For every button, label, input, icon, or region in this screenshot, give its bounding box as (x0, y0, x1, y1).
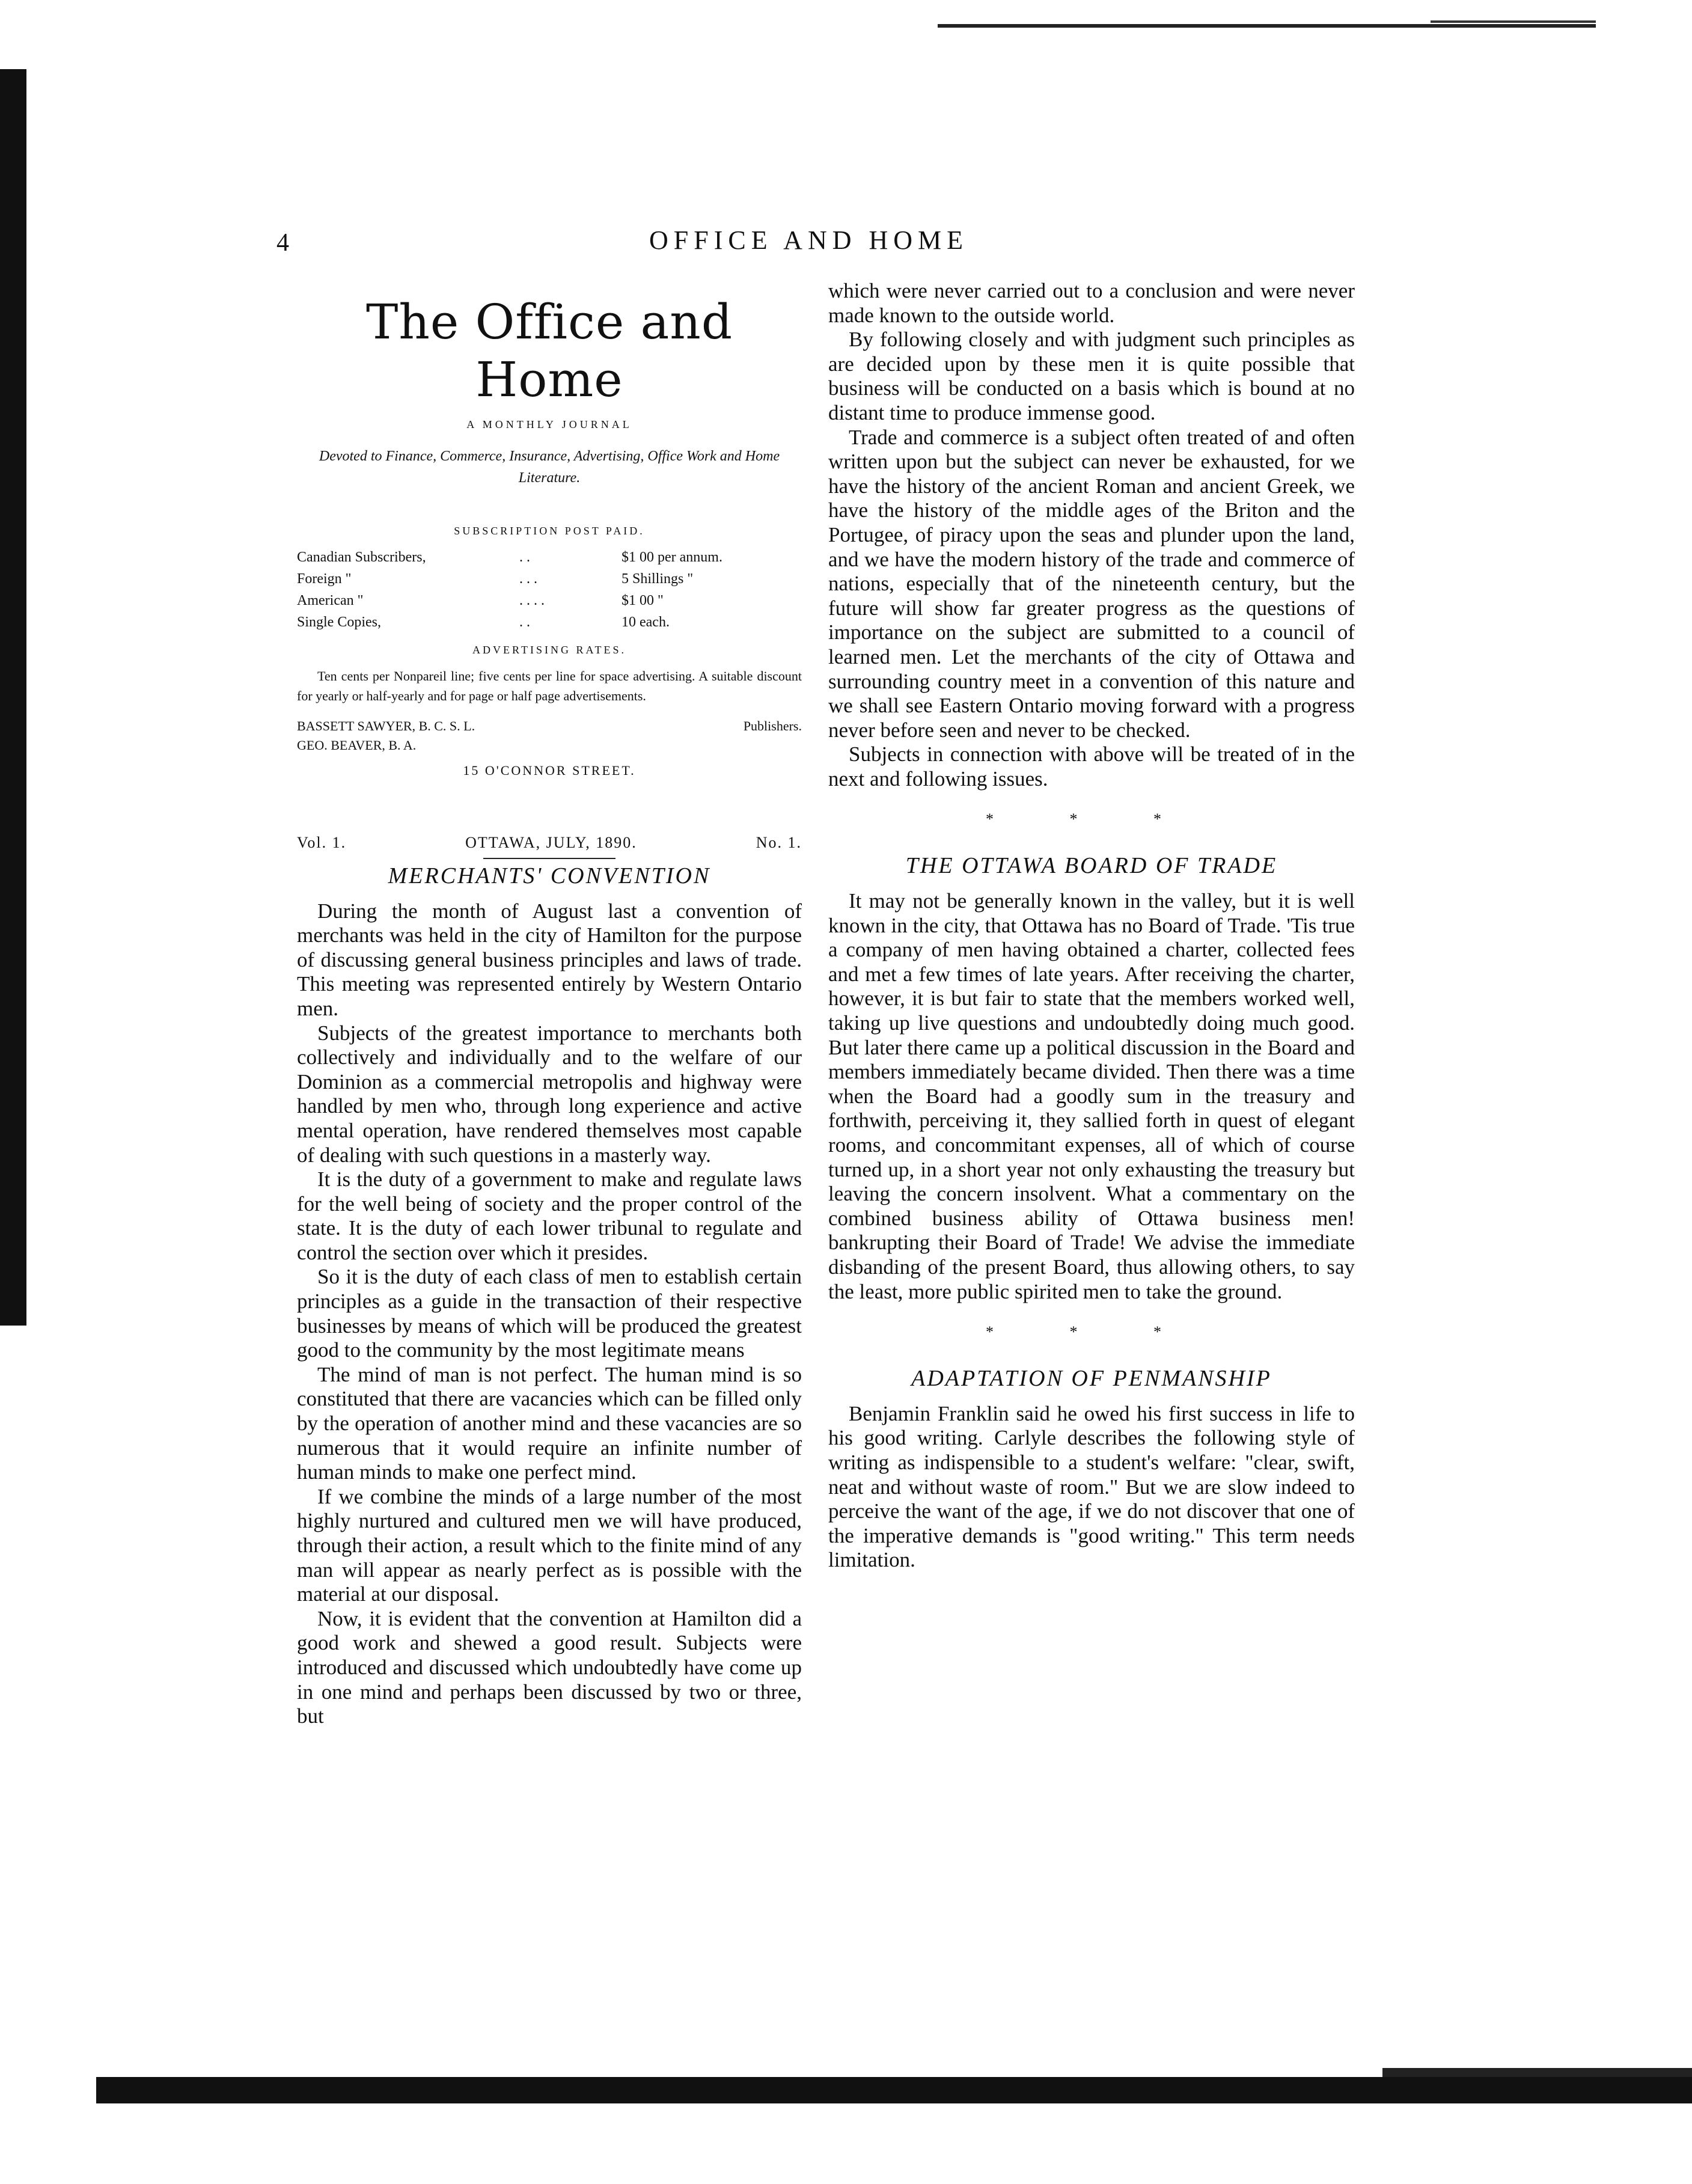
rate-leader: . . . . (519, 593, 545, 609)
paragraph: By following closely and with judgment such principles as are decided upon by these men it is quite possible that business will be conducted on a basis which is bound at no distant time to produce immense good. (828, 328, 1355, 424)
rate-price: $1 00 per annum. (622, 549, 722, 566)
page-number: 4 (276, 229, 289, 257)
paragraph: Trade and commerce is a subject often treated of and often written upon but the subject can never be exhausted, for we have the history of the ancient Roman and ancient Greek, we have the history of the middle ages of the Briton and the Portugee, of piracy upon the seas and plunder upon the land, and we have the modern history of the trade and commerce of nations, especially that of the nineteenth century, but the future will show far greater progress as the questions of importance on the subject are submitted to a council of learned men. Let the merchants of the city of Ottawa and surrounding country meet in a convention of this nature and we shall see Eastern Ontario moving forward with a progress never before seen and never to be checked. (828, 425, 1355, 742)
article-title-board-of-trade: THE OTTAWA BOARD OF TRADE (905, 853, 1278, 879)
paragraph: If we combine the minds of a large number of the most highly nurtured and cultured men we will have produced, through their action, a result which to the finite mind of any man will appear as nearly perfect as is possible with the material at our disposal. (297, 1484, 802, 1606)
rate-label: Canadian Subscribers, (297, 549, 426, 566)
paragraph: Benjamin Franklin said he owed his first success in life to his good writing. Carlyle describes the following style of writing as indispensible to a student's welfare: "clear, swift, neat and without waste of room." But we are slow indeed to perceive the want of the age, if we do not discover that one of the imperative demands is "good writing." This term needs limitation. (828, 1401, 1355, 1572)
paragraph: It is the duty of a government to make and regulate laws for the well being of society and the proper control of the state. It is the duty of each lower tribunal to regulate and control the section over which it presides. (297, 1167, 802, 1264)
paragraph: It may not be generally known in the valley, but it is well known in the city, that Ottawa has no Board of Trade. 'Tis true a company of men having obtained a charter, collected fees and met a few times of late years. After receiving the charter, however, it is but fair to state that the members worked well, taking up live questions and undoubtedly doing much good. But later there came up a political discussion in the Board and members immediately became divided. Then there was a time when the Board had a goodly sum in the treasury and forthwith, perceiving it, they sallied forth in quest of elegant rooms, and concommitant expenses, all of which of course turned up, in a short year not only exhausting the treasury but leaving the concern insolvent. What a commentary on the combined business ability of Ottawa business men! bankrupting their Board of Trade! We advise the immediate disbanding of the present Board, thus allowing others, to say the least, more public spirited men to take the ground. (828, 889, 1355, 1303)
right-column (828, 279, 1355, 1573)
masthead-subtitle: A MONTHLY JOURNAL (466, 418, 632, 430)
rate-row (297, 590, 802, 611)
advertising-text: Ten cents per Nonpareil line; five cents per line for space advertising. A suitable discount for yearly or half-yearly and for page or half page advertisements. (297, 668, 802, 703)
paragraph: Subjects in connection with above will be treated of in the next and following issues. (828, 742, 1355, 791)
rate-price: $1 00 " (622, 593, 664, 609)
rate-leader: . . . (519, 571, 537, 587)
article-title-merchants: MERCHANTS' CONVENTION (388, 863, 711, 889)
masthead-title: The Office and Home (365, 294, 733, 408)
publisher-row (297, 717, 802, 736)
rate-row (297, 611, 802, 633)
paragraph-continued: which were never carried out to a conclusion and were never made known to the outside world. (828, 279, 1355, 327)
paragraph: Now, it is evident that the convention at Hamilton did a good work and shewed a good result. Subjects were introduced and discussed which undoubtedly have come up in one mind and perhaps been discussed by two or three, but (297, 1606, 802, 1728)
paragraph: During the month of August last a convention of merchants was held in the city of Hamilton for the purpose of discussing general business principles and laws of trade. This meeting was represented entirely by Western Ontario men. (297, 899, 802, 1020)
paragraph: The mind of man is not perfect. The human mind is so constituted that there are vacancies which can be filled only by the operation of another mind and these vacancies are so numerous that it would require an infinite number of human minds to make one perfect mind. (297, 1362, 802, 1484)
rate-label: American " (297, 593, 364, 609)
dateline-rule (483, 858, 615, 859)
place-date: OTTAWA, JULY, 1890. (465, 834, 637, 852)
scan-bottom-rule-2 (1382, 2068, 1692, 2078)
paragraph: Subjects of the greatest importance to merchants both collectively and individually and to the welfare of our Dominion as a commercial metropolis and highway were handled by men who, through long experience and active mental operation, have rendered themselves most capable of dealing with such questions in a masterly way. (297, 1021, 802, 1167)
volume-label: Vol. 1. (297, 834, 347, 852)
scan-bottom-rule (96, 2077, 1692, 2103)
rate-price: 5 Shillings " (622, 571, 694, 587)
section-separator: * * * (986, 810, 1197, 828)
section-separator: * * * (986, 1323, 1197, 1341)
issue-number: No. 1. (756, 834, 802, 852)
article-title-penmanship: ADAPTATION OF PENMANSHIP (911, 1366, 1272, 1392)
subscription-heading: SUBSCRIPTION POST PAID. (454, 524, 645, 537)
publisher-name: BASSETT SAWYER, B. C. S. L. (297, 718, 475, 733)
scan-top-rule (938, 24, 1596, 28)
scan-edge-shadow (0, 69, 26, 1326)
rate-leader: . . (519, 614, 530, 631)
rate-label: Foreign " (297, 571, 352, 587)
rate-label: Single Copies, (297, 614, 382, 631)
rate-row (297, 546, 802, 568)
running-head: OFFICE AND HOME (649, 225, 969, 255)
publisher-address: 15 O'CONNOR STREET. (463, 762, 636, 778)
publisher-name: GEO. BEAVER, B. A. (297, 737, 417, 753)
publisher-row (297, 736, 802, 755)
left-column (297, 279, 802, 1729)
advertising-heading: ADVERTISING RATES. (472, 644, 626, 656)
masthead-devoted-line: Devoted to Finance, Commerce, Insurance, Advertising, Office Work and Home Literature. (319, 448, 780, 486)
paragraph: So it is the duty of each class of men to establish certain principles as a guide in the transaction of their respective businesses by means of which will be produced the greatest good to the community by the most legitimate means (297, 1265, 802, 1362)
scan-top-rule-2 (1431, 20, 1596, 23)
subscription-rates (297, 546, 802, 633)
rate-leader: . . (519, 549, 530, 566)
rate-row (297, 568, 802, 590)
rate-price: 10 each. (622, 614, 670, 631)
dateline (297, 831, 802, 855)
publisher-role: Publishers. (743, 718, 802, 733)
